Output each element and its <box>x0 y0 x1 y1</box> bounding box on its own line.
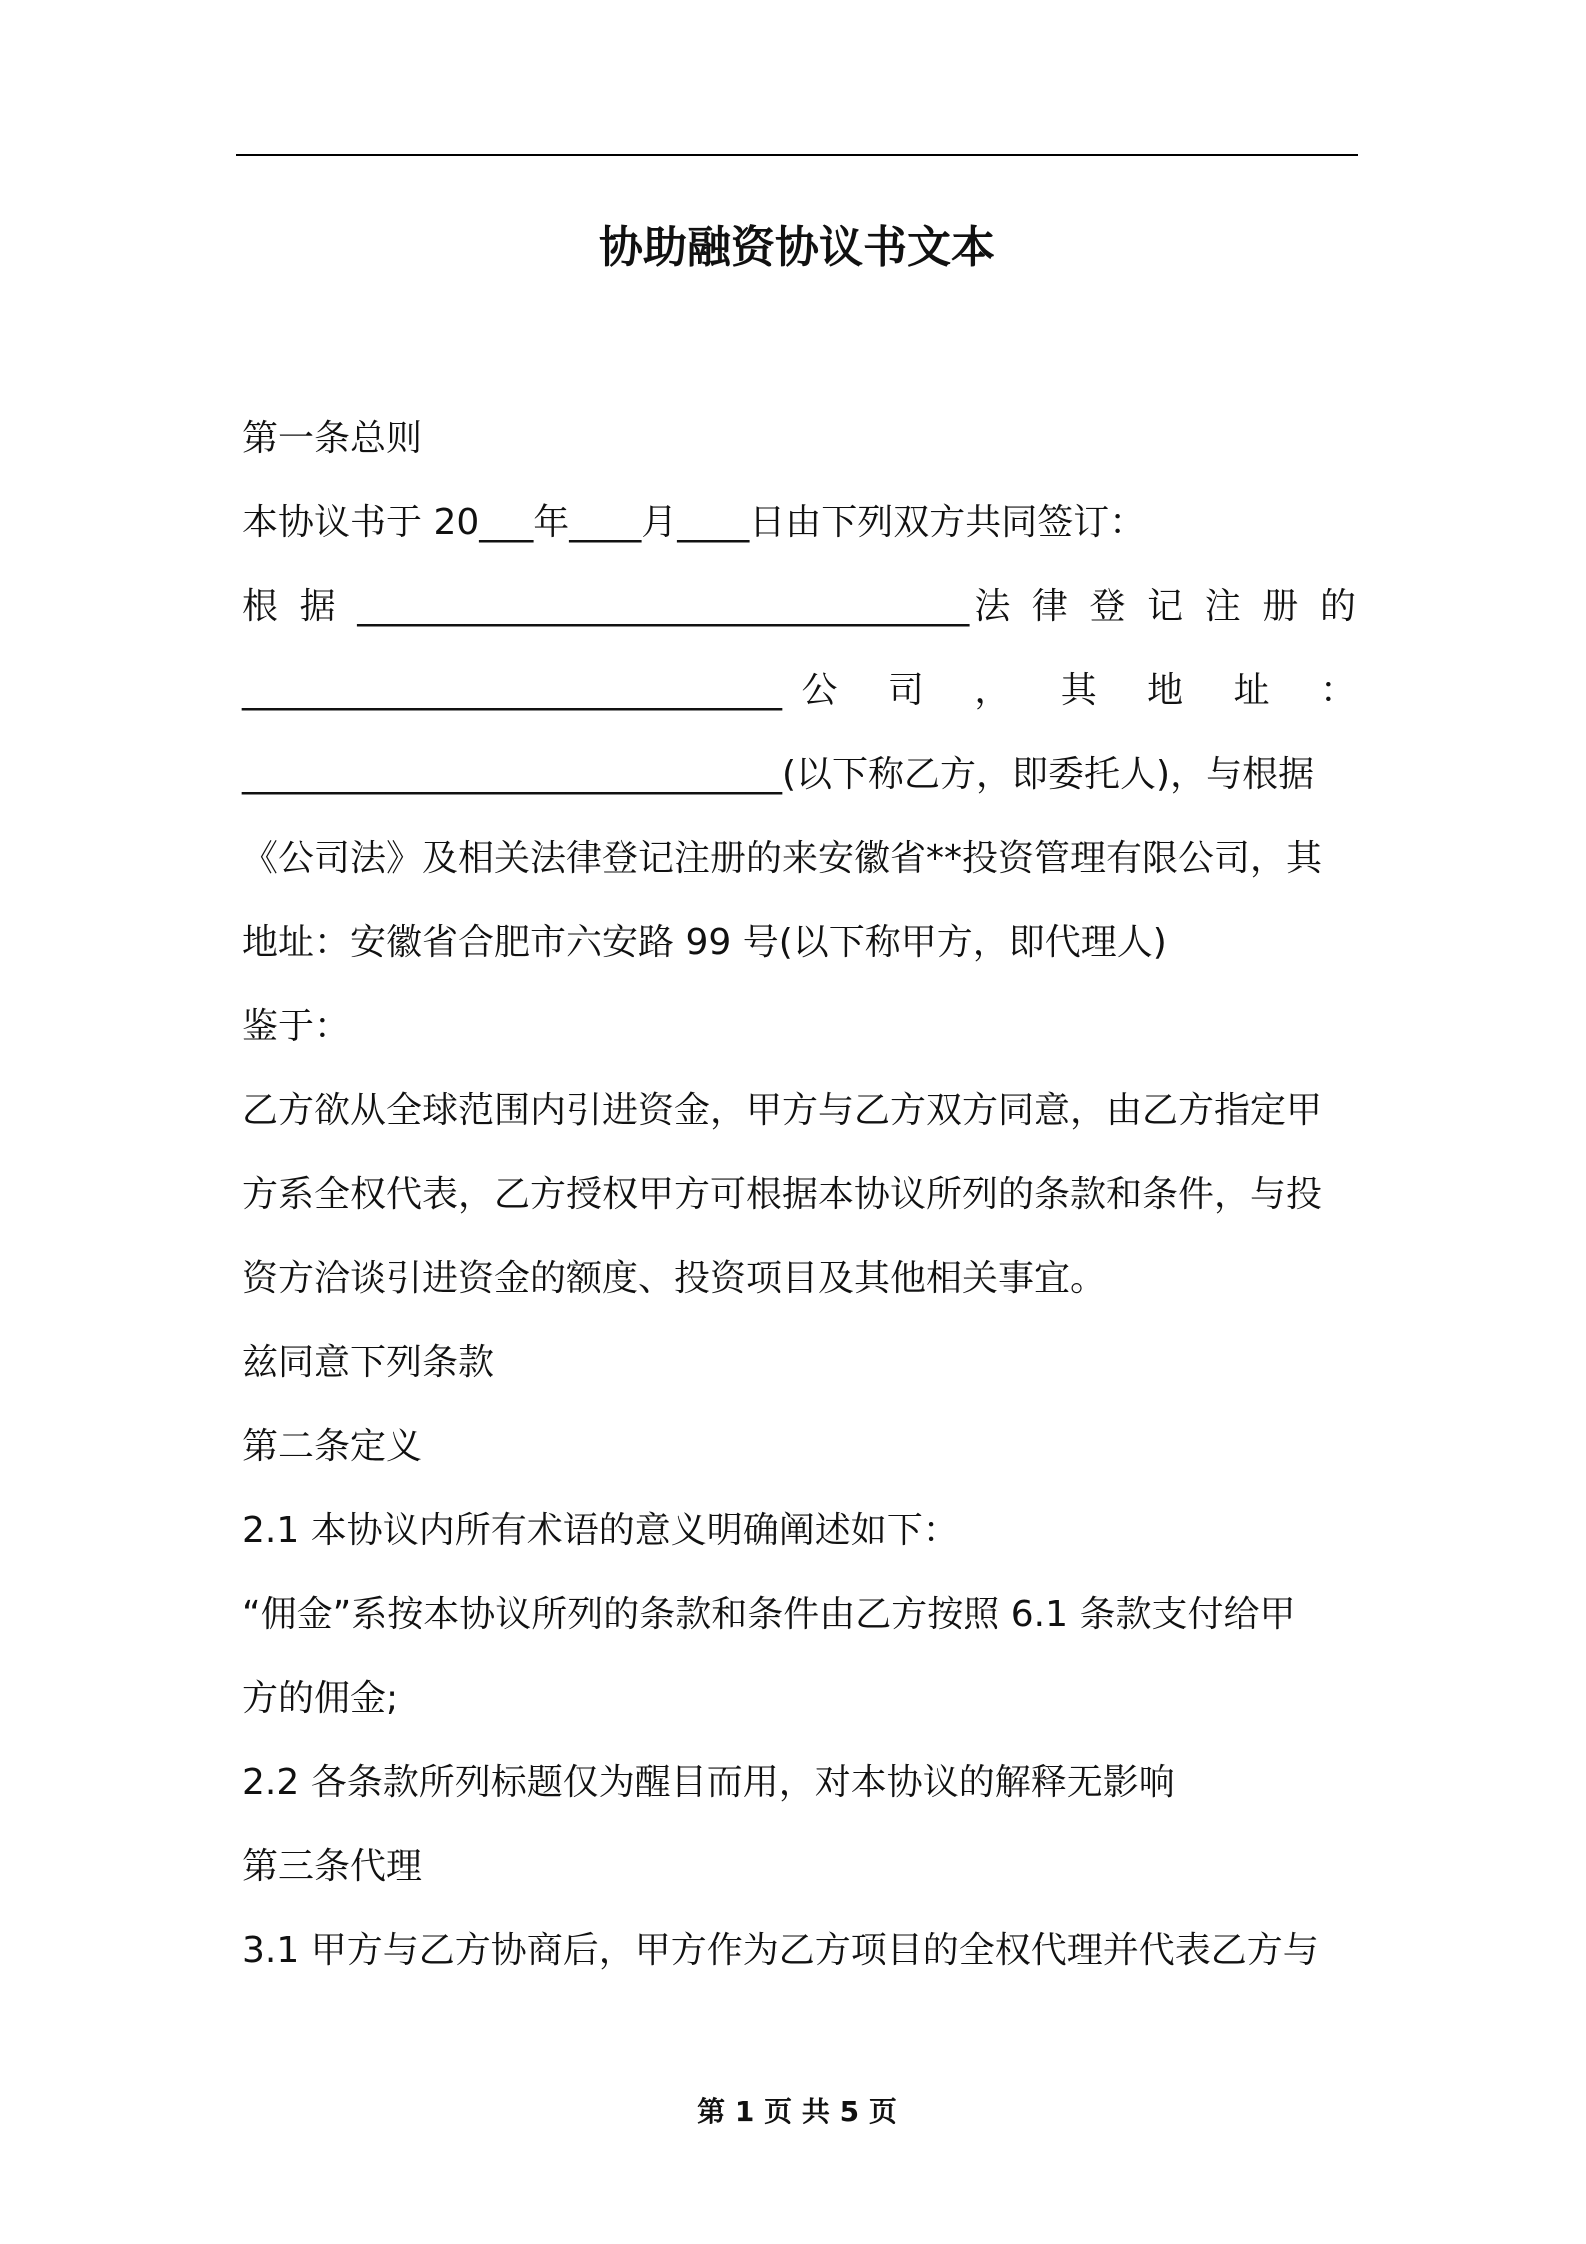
document-title: 协助融资协议书文本 <box>599 222 995 273</box>
clause-3-1: 3.1 甲方与乙方协商后，甲方作为乙方项目的全权代理并代表乙方与 <box>242 1930 1319 1971</box>
section-heading-general: 第一条总则 <box>242 418 423 459</box>
paragraph-line: 乙方欲从全球范围内引进资金，甲方与乙方双方同意，由乙方指定甲 <box>242 1090 1323 1131</box>
section-heading-definitions: 第二条定义 <box>242 1426 423 1467</box>
agreement-intro: 兹同意下列条款 <box>242 1342 495 1383</box>
party-b-company-line: ______________________________公 司 ， 其 地 址 ： <box>242 670 1356 711</box>
signing-date-line: 本协议书于 20___年____月____日由下列双方共同签订： <box>242 502 1146 543</box>
page-number-footer: 第 1 页 共 5 页 <box>697 2095 897 2128</box>
party-b-address-line: ______________________________(以下称乙方，即委托人)，与根据 <box>242 754 1315 795</box>
party-b-registration-line: 根 据 __________________________________法 律 登 记 注 册 的 <box>242 586 1356 627</box>
paragraph-line: 资方洽谈引进资金的额度、投资项目及其他相关事宜。 <box>242 1258 1107 1299</box>
clause-2-2: 2.2 各条款所列标题仅为醒目而用，对本协议的解释无影响 <box>242 1762 1175 1803</box>
section-heading-agency: 第三条代理 <box>242 1846 423 1887</box>
header-rule <box>236 154 1358 156</box>
commission-definition-line: 方的佣金; <box>242 1678 399 1719</box>
paragraph-line: 方系全权代表，乙方授权甲方可根据本协议所列的条款和条件，与投 <box>242 1174 1323 1215</box>
whereas-heading: 鉴于： <box>242 1006 351 1047</box>
commission-definition-line: “佣金”系按本协议所列的条款和条件由乙方按照 6.1 条款支付给甲 <box>242 1594 1296 1635</box>
party-a-company-line: 《公司法》及相关法律登记注册的来安徽省**投资管理有限公司，其 <box>242 838 1323 879</box>
party-a-address-line: 地址：安徽省合肥市六安路 99 号(以下称甲方，即代理人) <box>242 922 1167 963</box>
clause-2-1: 2.1 本协议内所有术语的意义明确阐述如下： <box>242 1510 959 1551</box>
document-body <box>242 397 1356 1993</box>
